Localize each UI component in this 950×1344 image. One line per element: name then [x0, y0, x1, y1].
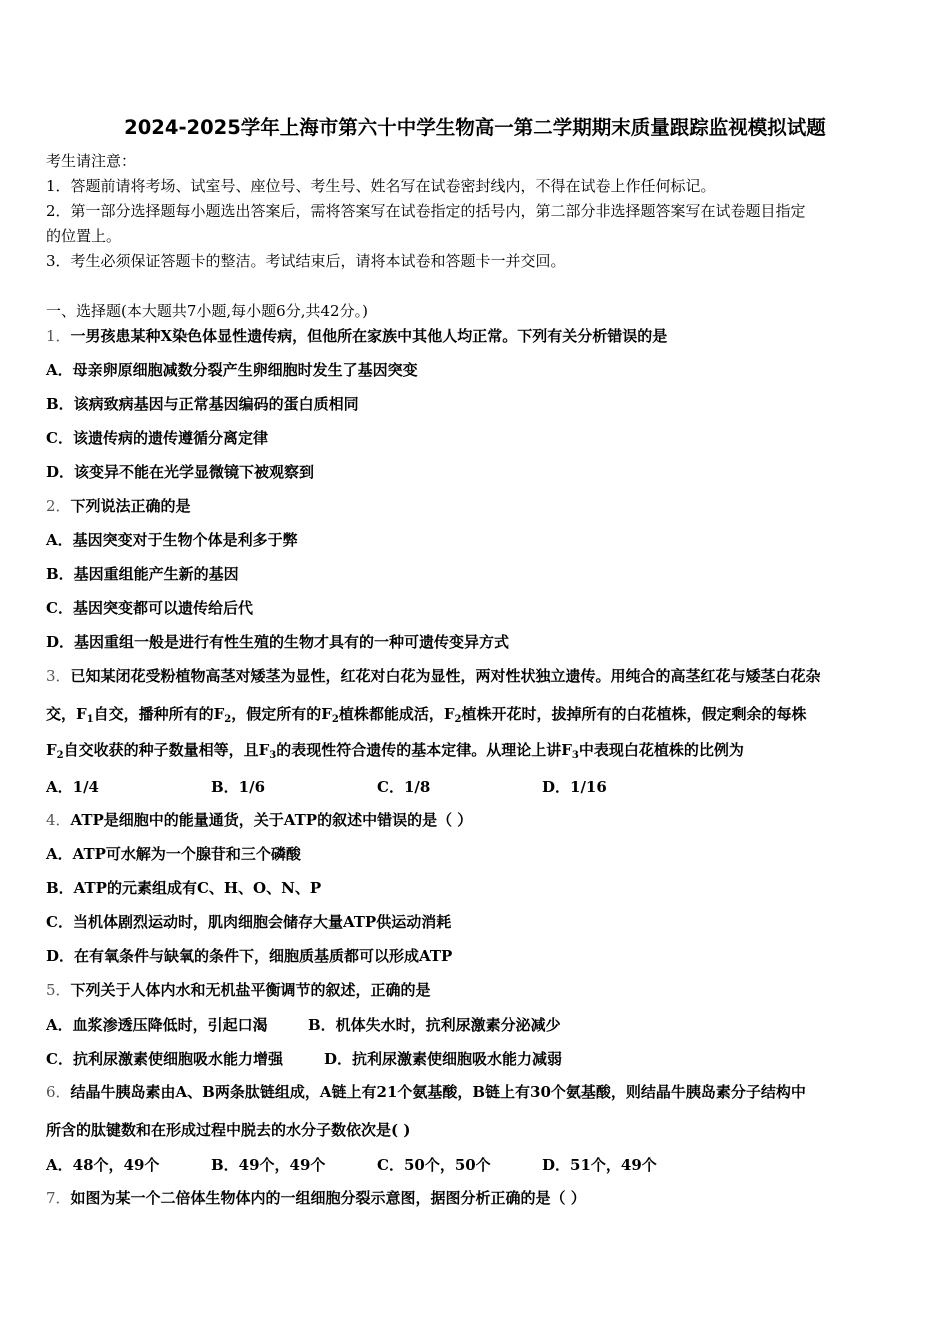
- question-3-line2: [46, 704, 807, 730]
- text-run: F: [46, 741, 57, 759]
- question-6-line2: 所含的肽键数和在形成过程中脱去的水分子数依次是( ): [46, 1121, 411, 1139]
- question-number: 1．: [46, 327, 71, 345]
- question-stem: 如图为某一个二倍体生物体内的一组细胞分裂示意图，据图分析正确的是（ ）: [70, 1189, 586, 1207]
- section-heading: 一、选择题(本大题共7小题,每小题6分,共42分。): [46, 302, 368, 320]
- q5-option-a: A．血浆渗透压降低时，引起口渴: [46, 1016, 268, 1034]
- notice-item-2: 2．第一部分选择题每小题选出答案后，需将答案写在试卷指定的括号内，第二部分非选择题答案写在试卷题目指定: [46, 202, 806, 220]
- question-3: [46, 666, 821, 686]
- q3-option-c: C．1/8: [377, 778, 431, 796]
- q2-option-b: B．基因重组能产生新的基因: [46, 565, 239, 583]
- text-run: 自交，播种所有的F: [93, 705, 225, 723]
- question-3-line3: [46, 740, 744, 766]
- q6-options: [46, 1154, 906, 1174]
- q2-option-d: D．基因重组一般是进行有性生殖的生物才具有的一种可遗传变异方式: [46, 633, 510, 651]
- subscript: 2: [56, 750, 64, 761]
- subscript: 2: [331, 714, 339, 725]
- question-1: [46, 326, 667, 346]
- notice-item-3: 3．考生必须保证答题卡的整洁。考试结束后，请将本试卷和答题卡一并交回。: [46, 252, 566, 270]
- question-7: [46, 1188, 586, 1208]
- page-title: 2024-2025学年上海市第六十中学生物高一第二学期期末质量跟踪监视模拟试题: [124, 116, 826, 139]
- q3-option-d: D．1/16: [542, 778, 607, 796]
- question-stem: 下列说法正确的是: [70, 497, 191, 515]
- notice-item-1: 1．答题前请将考场、试室号、座位号、考生号、姓名写在试卷密封线内，不得在试卷上作任何标记。: [46, 177, 716, 195]
- text-run: 植株都能成活，F: [338, 705, 455, 723]
- question-stem: ATP是细胞中的能量通货，关于ATP的叙述中错误的是（ ）: [70, 811, 473, 829]
- text-run: ，假定所有的F: [231, 705, 332, 723]
- q4-option-d: D．在有氧条件与缺氧的条件下，细胞质基质都可以形成ATP: [46, 947, 453, 965]
- text-run: 自交收获的种子数量相等，且F: [63, 741, 270, 759]
- question-number: 5．: [46, 981, 71, 999]
- q5-option-b: B．机体失水时，抗利尿激素分泌减少: [308, 1016, 561, 1034]
- q2-option-c: C．基因突变都可以遗传给后代: [46, 599, 253, 617]
- text-run: 交，F: [46, 705, 87, 723]
- question-stem-line1: 已知某闭花受粉植物高茎对矮茎为显性，红花对白花为显性，两对性状独立遗传。用纯合的高茎红花与矮茎白花杂: [70, 667, 821, 685]
- subscript: 3: [571, 750, 579, 761]
- q5-option-d: D．抗利尿激素使细胞吸水能力减弱: [324, 1050, 563, 1068]
- text-run: 植株开花时，拔掉所有的白花植株，假定剩余的每株: [461, 705, 807, 723]
- q6-option-a: A．48个，49个: [46, 1156, 160, 1174]
- q4-option-b: B．ATP的元素组成有C、H、O、N、P: [46, 879, 322, 897]
- question-5: [46, 980, 431, 1000]
- question-number: 3．: [46, 667, 71, 685]
- text-run: 的表现性符合遗传的基本定律。从理论上讲F: [276, 741, 572, 759]
- q1-option-d: D．该变异不能在光学显微镜下被观察到: [46, 463, 315, 481]
- question-4: [46, 810, 472, 830]
- q1-option-a: A．母亲卵原细胞减数分裂产生卵细胞时发生了基因突变: [46, 361, 418, 379]
- question-stem: 一男孩患某种X染色体显性遗传病，但他所在家族中其他人均正常。下列有关分析错误的是: [70, 327, 668, 345]
- q1-option-c: C．该遗传病的遗传遵循分离定律: [46, 429, 268, 447]
- q1-option-b: B．该病致病基因与正常基因编码的蛋白质相同: [46, 395, 359, 413]
- notice-heading: 考生请注意：: [46, 152, 137, 170]
- q3-option-b: B．1/6: [211, 778, 266, 796]
- q5-options-row1: [46, 1014, 906, 1034]
- subscript: 1: [86, 714, 94, 725]
- q3-options: [46, 776, 906, 796]
- question-stem: 下列关于人体内水和无机盐平衡调节的叙述，正确的是: [70, 981, 431, 999]
- question-stem-line1: 结晶牛胰岛素由A、B两条肽链组成，A链上有21个氨基酸，B链上有30个氨基酸，则结晶牛胰岛素分子结构中: [70, 1083, 806, 1101]
- subscript: 2: [454, 714, 462, 725]
- q4-option-c: C．当机体剧烈运动时，肌肉细胞会储存大量ATP供运动消耗: [46, 913, 452, 931]
- q6-option-b: B．49个，49个: [211, 1156, 326, 1174]
- subscript: 3: [269, 750, 277, 761]
- question-number: 7．: [46, 1189, 71, 1207]
- question-2: [46, 496, 191, 516]
- notice-item-2-cont: 的位置上。: [46, 227, 122, 245]
- question-number: 2．: [46, 497, 71, 515]
- q5-options-row2: [46, 1048, 906, 1068]
- subscript: 2: [224, 714, 232, 725]
- question-6: [46, 1082, 806, 1102]
- q4-option-a: A．ATP可水解为一个腺苷和三个磷酸: [46, 845, 301, 863]
- text-run: 中表现白花植株的比例为: [578, 741, 744, 759]
- q3-option-a: A．1/4: [46, 778, 99, 796]
- q6-option-d: D．51个，49个: [542, 1156, 657, 1174]
- question-number: 6．: [46, 1083, 71, 1101]
- q2-option-a: A．基因突变对于生物个体是利多于弊: [46, 531, 298, 549]
- q6-option-c: C．50个，50个: [377, 1156, 491, 1174]
- question-number: 4．: [46, 811, 71, 829]
- q5-option-c: C．抗利尿激素使细胞吸水能力增强: [46, 1050, 283, 1068]
